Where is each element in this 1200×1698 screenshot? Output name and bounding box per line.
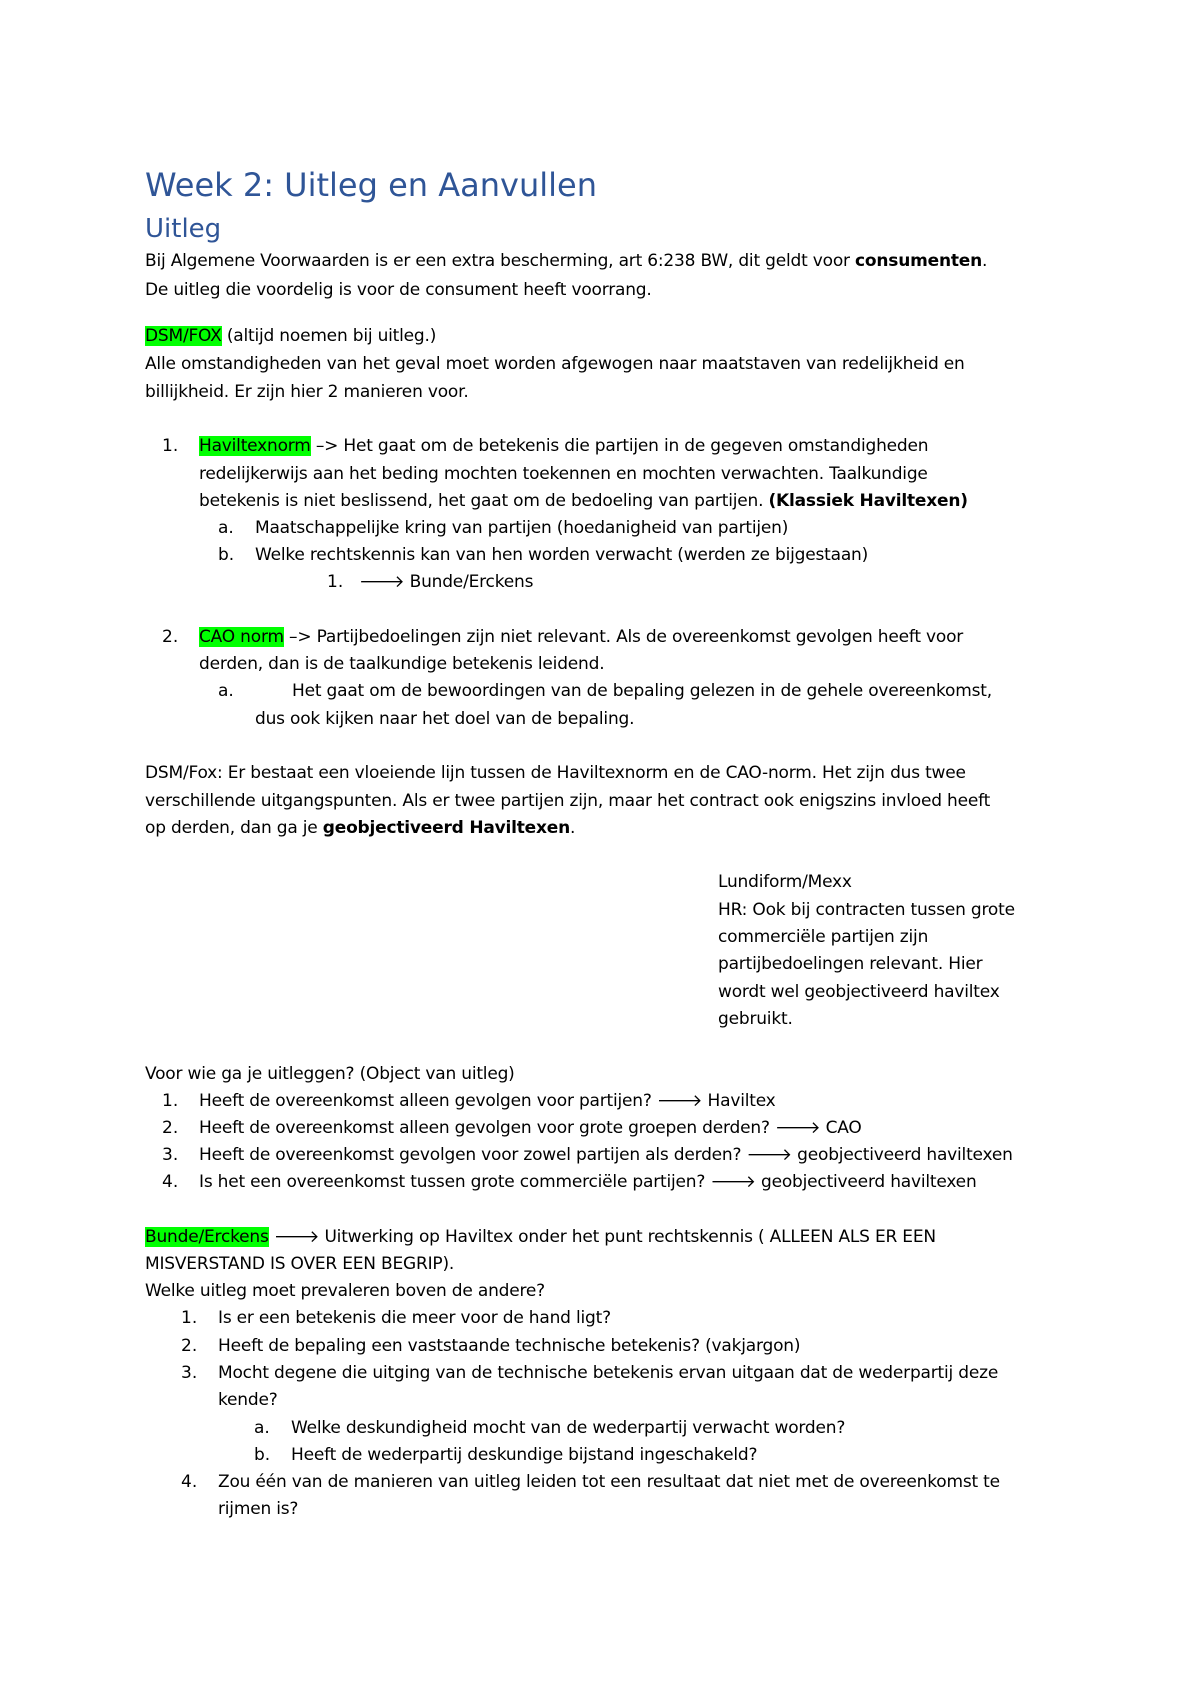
cao-line-1: CAO norm –> Partijbedoelingen zijn niet relevant. Als de overeenkomst gevolgen heeft voor <box>199 627 964 647</box>
bunde-question-2: Heeft de bepaling een vaststaande technische betekenis? (vakjargon) <box>218 1336 801 1356</box>
bunde-sub-b: Heeft de wederpartij deskundige bijstand ingeschakeld? <box>291 1445 758 1465</box>
arrow-right-icon: 🡒 <box>710 1172 756 1192</box>
dsmfox-line-1: DSM/Fox: Er bestaat een vloeiende lijn tussen de Haviltexnorm en de CAO-norm. Het zijn dus twee <box>145 763 966 783</box>
list-number: 4. <box>181 1472 198 1492</box>
arrow-right-icon: 🡒 <box>273 1227 320 1247</box>
haviltex-sub-a: Maatschappelijke kring van partijen (hoedanigheid van partijen) <box>255 518 789 538</box>
list-number: 2. <box>162 627 179 647</box>
list-number: 2. <box>181 1336 198 1356</box>
list-letter: a. <box>218 681 234 701</box>
bunde-question-4-b: rijmen is? <box>218 1499 299 1519</box>
arrow-right-icon: 🡒 <box>359 572 405 592</box>
lundiform-line: partijbedoelingen relevant. Hier <box>718 954 983 974</box>
object-item: Is het een overeenkomst tussen grote commerciële partijen? 🡒 geobjectiveerd haviltexen <box>199 1172 977 1192</box>
object-title: Voor wie ga je uitleggen? (Object van uitleg) <box>145 1064 515 1084</box>
haviltex-sub-sub: 🡒 Bunde/Erckens <box>359 572 534 592</box>
intro-line-2: De uitleg die voordelig is voor de consument heeft voorrang. <box>145 280 652 300</box>
lundiform-line: commerciële partijen zijn <box>718 927 929 947</box>
bunde-question-4-a: Zou één van de manieren van uitleg leiden tot een resultaat dat niet met de overeenkomst te <box>218 1472 1000 1492</box>
list-number: 1. <box>327 572 344 592</box>
lundiform-line: wordt wel geobjectiveerd haviltex <box>718 982 1000 1002</box>
bunde-sub-a: Welke deskundigheid mocht van de wederpartij verwacht worden? <box>291 1418 846 1438</box>
bunde-line-3: Welke uitleg moet prevaleren boven de andere? <box>145 1281 545 1301</box>
list-number: 4. <box>162 1172 179 1192</box>
bunde-question-1: Is er een betekenis die meer voor de hand ligt? <box>218 1308 611 1328</box>
cao-sub-a-1: Het gaat om de bewoordingen van de bepaling gelezen in de gehele overeenkomst, <box>292 681 992 701</box>
haviltex-line-1: Haviltexnorm –> Het gaat om de betekenis die partijen in de gegeven omstandigheden <box>199 436 929 456</box>
lundiform-line: gebruikt. <box>718 1009 793 1029</box>
list-letter: a. <box>218 518 234 538</box>
object-item: Heeft de overeenkomst gevolgen voor zowel partijen als derden? 🡒 geobjectiveerd haviltexen <box>199 1145 1013 1165</box>
list-number: 1. <box>181 1308 198 1328</box>
bunde-question-3-b: kende? <box>218 1390 278 1410</box>
cao-line-2: derden, dan is de taalkundige betekenis leidend. <box>199 654 605 674</box>
list-number: 3. <box>162 1145 179 1165</box>
section-heading-uitleg: Uitleg <box>145 214 222 244</box>
dsm-line-1: Alle omstandigheden van het geval moet worden afgewogen naar maatstaven van redelijkheid en <box>145 354 965 374</box>
list-number: 1. <box>162 1091 179 1111</box>
bunde-line-1: Bunde/Erckens 🡒 Uitwerking op Haviltex onder het punt rechtskennis ( ALLEEN ALS ER EEN <box>145 1227 936 1247</box>
lundiform-line: Lundiform/Mexx <box>718 872 852 892</box>
bunde-question-3-a: Mocht degene die uitging van de technische betekenis ervan uitgaan dat de wederpartij deze <box>218 1363 999 1383</box>
object-item: Heeft de overeenkomst alleen gevolgen voor grote groepen derden? 🡒 CAO <box>199 1118 862 1138</box>
haviltex-sub-b: Welke rechtskennis kan van hen worden verwacht (werden ze bijgestaan) <box>255 545 869 565</box>
highlight-cao-norm: CAO norm <box>199 627 284 647</box>
list-letter: b. <box>218 545 235 565</box>
intro-line-1: Bij Algemene Voorwaarden is er een extra bescherming, art 6:238 BW, dit geldt voor consumenten. <box>145 251 988 271</box>
arrow-right-icon: 🡒 <box>746 1145 792 1165</box>
lundiform-line: HR: Ook bij contracten tussen grote <box>718 900 1015 920</box>
list-letter: a. <box>254 1418 270 1438</box>
highlight-bunde-erckens: Bunde/Erckens <box>145 1227 269 1247</box>
list-number: 1. <box>162 436 179 456</box>
haviltex-line-2: redelijkerwijs aan het beding mochten toekennen en mochten verwachten. Taalkundige <box>199 464 928 484</box>
page-title: Week 2: Uitleg en Aanvullen <box>145 166 597 204</box>
dsmfox-line-3: op derden, dan ga je geobjectiveerd Haviltexen. <box>145 818 576 838</box>
arrow-right-icon: 🡒 <box>656 1091 703 1111</box>
cao-sub-a-2: dus ook kijken naar het doel van de bepaling. <box>255 709 635 729</box>
dsm-fox-line: DSM/FOX (altijd noemen bij uitleg.) <box>145 326 437 346</box>
object-item: Heeft de overeenkomst alleen gevolgen voor partijen? 🡒 Haviltex <box>199 1091 776 1111</box>
haviltex-line-3: betekenis is niet beslissend, het gaat om de bedoeling van partijen. (Klassiek Haviltexen) <box>199 491 968 511</box>
list-letter: b. <box>254 1445 271 1465</box>
list-number: 3. <box>181 1363 198 1383</box>
dsmfox-line-2: verschillende uitgangspunten. Als er twee partijen zijn, maar het contract ook enigszins invloed heeft <box>145 791 991 811</box>
highlight-dsm-fox: DSM/FOX <box>145 326 222 346</box>
bunde-line-2: MISVERSTAND IS OVER EEN BEGRIP). <box>145 1254 455 1274</box>
arrow-right-icon: 🡒 <box>774 1118 821 1138</box>
list-number: 2. <box>162 1118 179 1138</box>
highlight-haviltexnorm: Haviltexnorm <box>199 436 311 456</box>
dsm-line-2: billijkheid. Er zijn hier 2 manieren voor. <box>145 382 469 402</box>
